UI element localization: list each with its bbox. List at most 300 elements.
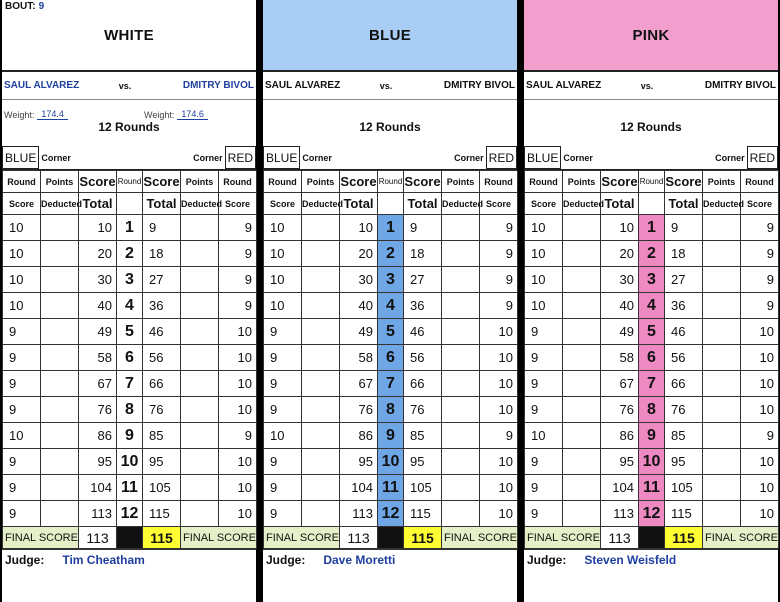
red-score-total: 27: [143, 267, 181, 293]
header-row-1: [525, 171, 779, 193]
weights-row: [263, 100, 517, 120]
table-row: [3, 267, 257, 293]
blue-round-score: 10: [3, 215, 41, 241]
blue-score-total: 10: [340, 215, 378, 241]
rounds-title: 12 Rounds: [359, 120, 421, 134]
blue-corner-box: BLUE: [524, 146, 561, 169]
table-row: [525, 293, 779, 319]
red-points-deducted: [181, 215, 219, 241]
blue-score-total: 20: [601, 241, 639, 267]
red-round-score: 9: [219, 215, 257, 241]
table-row: [3, 345, 257, 371]
red-round-score: 10: [741, 501, 779, 527]
red-round-score: 10: [219, 397, 257, 423]
blue-points-deducted: [302, 475, 340, 501]
table-row: [525, 241, 779, 267]
round-number: 12: [639, 501, 665, 527]
blue-round-score: 10: [264, 267, 302, 293]
red-round-score: 10: [480, 475, 518, 501]
red-score-total: 105: [404, 475, 442, 501]
blue-points-deducted: [41, 397, 79, 423]
red-points-deducted: [181, 345, 219, 371]
round-number: 6: [378, 345, 404, 371]
round-number: 5: [117, 319, 143, 345]
vs-label: vs.: [118, 80, 132, 91]
final-score-red: 115: [665, 527, 703, 549]
red-points-deducted: [703, 293, 741, 319]
round-number: 6: [117, 345, 143, 371]
round-number: 2: [117, 241, 143, 267]
red-score-total: 85: [143, 423, 181, 449]
red-round-score: 9: [219, 423, 257, 449]
card-title: BLUE: [368, 26, 412, 44]
blue-points-deducted: [41, 215, 79, 241]
red-score-total: 85: [665, 423, 703, 449]
blue-round-score: 10: [3, 423, 41, 449]
blue-score-total: 95: [340, 449, 378, 475]
round-number: 8: [117, 397, 143, 423]
header-cell: Deducted: [442, 193, 480, 215]
header-cell: Score: [480, 193, 518, 215]
red-points-deducted: [442, 345, 480, 371]
blue-points-deducted: [563, 371, 601, 397]
blue-points-deducted: [302, 501, 340, 527]
blue-round-score: 9: [264, 397, 302, 423]
blue-points-deducted: [563, 319, 601, 345]
red-score-total: 27: [665, 267, 703, 293]
table-row: [3, 475, 257, 501]
header-cell: Deducted: [563, 193, 601, 215]
blue-round-score: 9: [3, 449, 41, 475]
red-round-score: 9: [480, 267, 518, 293]
blue-round-score: 10: [264, 293, 302, 319]
red-points-deducted: [181, 267, 219, 293]
header-cell: [378, 193, 404, 215]
final-score-divider: [117, 527, 143, 549]
header-cell: Round: [3, 171, 41, 193]
blue-round-score: 9: [3, 501, 41, 527]
rounds-title: 12 Rounds: [98, 120, 160, 134]
red-points-deducted: [181, 397, 219, 423]
blue-round-score: 10: [264, 215, 302, 241]
red-score-total: 9: [404, 215, 442, 241]
red-points-deducted: [181, 319, 219, 345]
blue-points-deducted: [41, 293, 79, 319]
fighter-red-name: DMITRY BIVOL: [443, 80, 515, 91]
blue-round-score: 9: [264, 501, 302, 527]
scorecard-blue: [263, 0, 517, 602]
blue-score-total: 20: [340, 241, 378, 267]
round-number: 7: [117, 371, 143, 397]
red-round-score: 10: [219, 475, 257, 501]
final-score-label-blue: FINAL SCORE: [525, 527, 601, 549]
red-round-score: 9: [480, 215, 518, 241]
bout-number: 9: [38, 1, 45, 12]
red-score-total: 46: [143, 319, 181, 345]
round-number: 5: [378, 319, 404, 345]
blue-round-score: 9: [525, 397, 563, 423]
red-score-total: 36: [665, 293, 703, 319]
header-cell: Round: [378, 171, 404, 193]
round-number: 3: [117, 267, 143, 293]
vs-label: vs.: [379, 80, 393, 91]
judge-label: Judge:: [5, 552, 45, 567]
header-cell: Round: [117, 171, 143, 193]
blue-points-deducted: [302, 319, 340, 345]
header-cell: Total: [665, 193, 703, 215]
bout-label-text: BOUT:: [5, 1, 36, 12]
header-cell: Score: [340, 171, 378, 193]
table-row: [264, 475, 518, 501]
fighters-row: [2, 70, 256, 100]
blue-points-deducted: [302, 293, 340, 319]
blue-corner-box: BLUE: [2, 146, 39, 169]
final-score-row: [525, 527, 779, 549]
header-cell: Points: [703, 171, 741, 193]
blue-round-score: 10: [525, 423, 563, 449]
final-score-row: [264, 527, 518, 549]
round-number: 1: [378, 215, 404, 241]
red-score-total: 56: [404, 345, 442, 371]
blue-round-score: 9: [264, 475, 302, 501]
blue-points-deducted: [302, 397, 340, 423]
blue-round-score: 10: [264, 423, 302, 449]
red-round-score: 10: [219, 319, 257, 345]
red-points-deducted: [442, 475, 480, 501]
blue-score-total: 58: [601, 345, 639, 371]
red-points-deducted: [703, 475, 741, 501]
blue-score-total: 10: [79, 215, 117, 241]
weight-label: Weight:: [144, 110, 175, 120]
header-cell: Round: [741, 171, 779, 193]
red-round-score: 9: [741, 215, 779, 241]
header-cell: Total: [404, 193, 442, 215]
bout-label: [5, 1, 44, 12]
header-cell: Score: [3, 193, 41, 215]
blue-round-score: 9: [525, 371, 563, 397]
blue-score-total: 10: [601, 215, 639, 241]
table-row: [525, 449, 779, 475]
red-round-score: 9: [741, 423, 779, 449]
blue-points-deducted: [41, 371, 79, 397]
table-row: [264, 449, 518, 475]
red-points-deducted: [703, 319, 741, 345]
header-cell: Score: [741, 193, 779, 215]
round-number: 10: [117, 449, 143, 475]
header-cell: Deducted: [181, 193, 219, 215]
table-row: [264, 345, 518, 371]
final-score-blue: 113: [79, 527, 117, 549]
red-points-deducted: [703, 501, 741, 527]
round-number: 7: [378, 371, 404, 397]
red-round-score: 9: [480, 241, 518, 267]
header-cell: Round: [219, 171, 257, 193]
red-corner-box: RED: [747, 146, 778, 169]
scorecard-white: [2, 0, 256, 602]
blue-round-score: 10: [3, 267, 41, 293]
red-points-deducted: [442, 501, 480, 527]
blue-points-deducted: [563, 215, 601, 241]
red-round-score: 10: [741, 319, 779, 345]
judge-row: [524, 549, 778, 569]
red-points-deducted: [442, 423, 480, 449]
blue-round-score: 9: [525, 449, 563, 475]
red-score-total: 9: [143, 215, 181, 241]
fighter-blue-name: SAUL ALVAREZ: [265, 80, 341, 91]
blue-score-total: 86: [79, 423, 117, 449]
header-cell: Deducted: [41, 193, 79, 215]
red-corner-box: RED: [225, 146, 256, 169]
red-round-score: 10: [219, 371, 257, 397]
red-round-score: 10: [219, 501, 257, 527]
blue-round-score: 9: [525, 345, 563, 371]
round-number: 4: [378, 293, 404, 319]
blue-score-total: 113: [79, 501, 117, 527]
header-cell: Deducted: [302, 193, 340, 215]
final-score-blue: 113: [601, 527, 639, 549]
blue-points-deducted: [41, 345, 79, 371]
header-row-2: [3, 193, 257, 215]
red-round-score: 10: [480, 371, 518, 397]
judge-label: Judge:: [266, 552, 306, 567]
header-cell: Round: [480, 171, 518, 193]
header-cell: [639, 193, 665, 215]
fighter-red-name: DMITRY BIVOL: [182, 80, 254, 91]
table-row: [3, 293, 257, 319]
score-table: [524, 170, 779, 549]
blue-points-deducted: [302, 267, 340, 293]
red-round-score: 9: [480, 423, 518, 449]
red-points-deducted: [181, 423, 219, 449]
blue-round-score: 10: [264, 241, 302, 267]
blue-points-deducted: [563, 475, 601, 501]
red-points-deducted: [442, 319, 480, 345]
fighter-red-name: DMITRY BIVOL: [704, 80, 776, 91]
round-number: 6: [639, 345, 665, 371]
table-row: [3, 423, 257, 449]
blue-points-deducted: [563, 397, 601, 423]
header-cell: Score: [525, 193, 563, 215]
blue-round-score: 9: [264, 345, 302, 371]
round-number: 9: [117, 423, 143, 449]
round-number: 11: [639, 475, 665, 501]
red-points-deducted: [181, 241, 219, 267]
final-score-label-blue: FINAL SCORE: [264, 527, 340, 549]
blue-points-deducted: [563, 423, 601, 449]
table-row: [3, 371, 257, 397]
red-points-deducted: [703, 449, 741, 475]
blue-corner-label: Corner: [563, 152, 593, 163]
table-row: [525, 267, 779, 293]
blue-points-deducted: [563, 267, 601, 293]
final-score-divider: [378, 527, 404, 549]
blue-round-score: 10: [3, 241, 41, 267]
weight-blue-value: 174.4: [37, 109, 68, 120]
header-cell: Score: [143, 171, 181, 193]
red-round-score: 10: [741, 475, 779, 501]
blue-points-deducted: [563, 345, 601, 371]
header-cell: [117, 193, 143, 215]
judge-name: Dave Moretti: [323, 552, 396, 567]
header-cell: Score: [404, 171, 442, 193]
blue-points-deducted: [563, 293, 601, 319]
blue-corner-label: Corner: [302, 152, 332, 163]
blue-score-total: 67: [79, 371, 117, 397]
red-score-total: 18: [143, 241, 181, 267]
card-header: [524, 0, 778, 70]
header-cell: Score: [665, 171, 703, 193]
blue-score-total: 58: [79, 345, 117, 371]
blue-score-total: 113: [601, 501, 639, 527]
red-round-score: 9: [741, 241, 779, 267]
red-score-total: 66: [404, 371, 442, 397]
blue-round-score: 9: [525, 475, 563, 501]
red-round-score: 9: [219, 241, 257, 267]
red-points-deducted: [703, 371, 741, 397]
red-points-deducted: [442, 267, 480, 293]
header-cell: Total: [79, 193, 117, 215]
red-score-total: 36: [404, 293, 442, 319]
table-row: [525, 215, 779, 241]
blue-round-score: 10: [525, 215, 563, 241]
red-points-deducted: [181, 475, 219, 501]
blue-round-score: 9: [3, 345, 41, 371]
red-round-score: 10: [741, 449, 779, 475]
blue-score-total: 30: [601, 267, 639, 293]
blue-score-total: 49: [601, 319, 639, 345]
blue-score-total: 40: [601, 293, 639, 319]
weight-blue: [4, 109, 114, 120]
fighter-blue-name: SAUL ALVAREZ: [526, 80, 602, 91]
blue-score-total: 95: [79, 449, 117, 475]
red-round-score: 10: [741, 345, 779, 371]
round-number: 11: [378, 475, 404, 501]
header-cell: Round: [525, 171, 563, 193]
table-row: [3, 397, 257, 423]
table-row: [3, 241, 257, 267]
table-row: [264, 423, 518, 449]
table-row: [525, 371, 779, 397]
blue-score-total: 40: [79, 293, 117, 319]
blue-score-total: 104: [79, 475, 117, 501]
red-score-total: 95: [404, 449, 442, 475]
blue-score-total: 86: [340, 423, 378, 449]
blue-corner-label: Corner: [41, 152, 71, 163]
red-points-deducted: [442, 449, 480, 475]
blue-score-total: 76: [601, 397, 639, 423]
weights-row: [2, 100, 256, 120]
red-score-total: 76: [404, 397, 442, 423]
round-number: 4: [639, 293, 665, 319]
blue-round-score: 10: [525, 241, 563, 267]
red-score-total: 36: [143, 293, 181, 319]
blue-score-total: 104: [601, 475, 639, 501]
round-number: 12: [378, 501, 404, 527]
blue-points-deducted: [302, 449, 340, 475]
red-score-total: 9: [665, 215, 703, 241]
red-points-deducted: [703, 397, 741, 423]
header-cell: Points: [302, 171, 340, 193]
red-score-total: 56: [665, 345, 703, 371]
red-round-score: 10: [480, 345, 518, 371]
red-points-deducted: [442, 293, 480, 319]
score-table: [263, 170, 518, 549]
header-row-2: [264, 193, 518, 215]
blue-score-total: 67: [601, 371, 639, 397]
table-row: [3, 501, 257, 527]
table-row: [264, 241, 518, 267]
table-row: [264, 215, 518, 241]
red-score-total: 27: [404, 267, 442, 293]
header-cell: Total: [601, 193, 639, 215]
blue-score-total: 113: [340, 501, 378, 527]
score-table: [2, 170, 257, 549]
red-score-total: 46: [665, 319, 703, 345]
red-score-total: 76: [143, 397, 181, 423]
red-points-deducted: [442, 397, 480, 423]
red-corner-label: Corner: [454, 152, 484, 163]
table-row: [3, 449, 257, 475]
red-round-score: 10: [480, 501, 518, 527]
rounds-title: 12 Rounds: [620, 120, 682, 134]
blue-round-score: 9: [3, 475, 41, 501]
red-score-total: 105: [665, 475, 703, 501]
red-round-score: 10: [480, 319, 518, 345]
red-corner-box: RED: [486, 146, 517, 169]
round-number: 3: [378, 267, 404, 293]
table-row: [264, 319, 518, 345]
table-row: [525, 475, 779, 501]
blue-round-score: 9: [525, 501, 563, 527]
red-score-total: 46: [404, 319, 442, 345]
red-score-total: 18: [665, 241, 703, 267]
red-score-total: 56: [143, 345, 181, 371]
weight-red: [114, 109, 254, 120]
header-row-1: [264, 171, 518, 193]
header-cell: Score: [79, 171, 117, 193]
red-score-total: 76: [665, 397, 703, 423]
blue-points-deducted: [302, 241, 340, 267]
weight-label: Weight:: [4, 110, 35, 120]
blue-round-score: 9: [264, 319, 302, 345]
table-row: [264, 397, 518, 423]
round-number: 2: [639, 241, 665, 267]
blue-score-total: 30: [79, 267, 117, 293]
round-number: 11: [117, 475, 143, 501]
judge-label: Judge:: [527, 552, 567, 567]
blue-score-total: 20: [79, 241, 117, 267]
red-corner-label: Corner: [193, 152, 223, 163]
table-row: [264, 267, 518, 293]
red-round-score: 9: [219, 293, 257, 319]
header-cell: Round: [639, 171, 665, 193]
blue-points-deducted: [41, 449, 79, 475]
red-score-total: 115: [404, 501, 442, 527]
red-score-total: 115: [143, 501, 181, 527]
corner-row: [2, 146, 256, 170]
table-row: [525, 345, 779, 371]
corner-row: [524, 146, 778, 170]
table-row: [3, 319, 257, 345]
blue-round-score: 9: [3, 397, 41, 423]
red-score-total: 66: [665, 371, 703, 397]
red-points-deducted: [703, 215, 741, 241]
table-row: [525, 423, 779, 449]
red-points-deducted: [703, 241, 741, 267]
red-points-deducted: [181, 449, 219, 475]
blue-score-total: 95: [601, 449, 639, 475]
red-points-deducted: [703, 267, 741, 293]
